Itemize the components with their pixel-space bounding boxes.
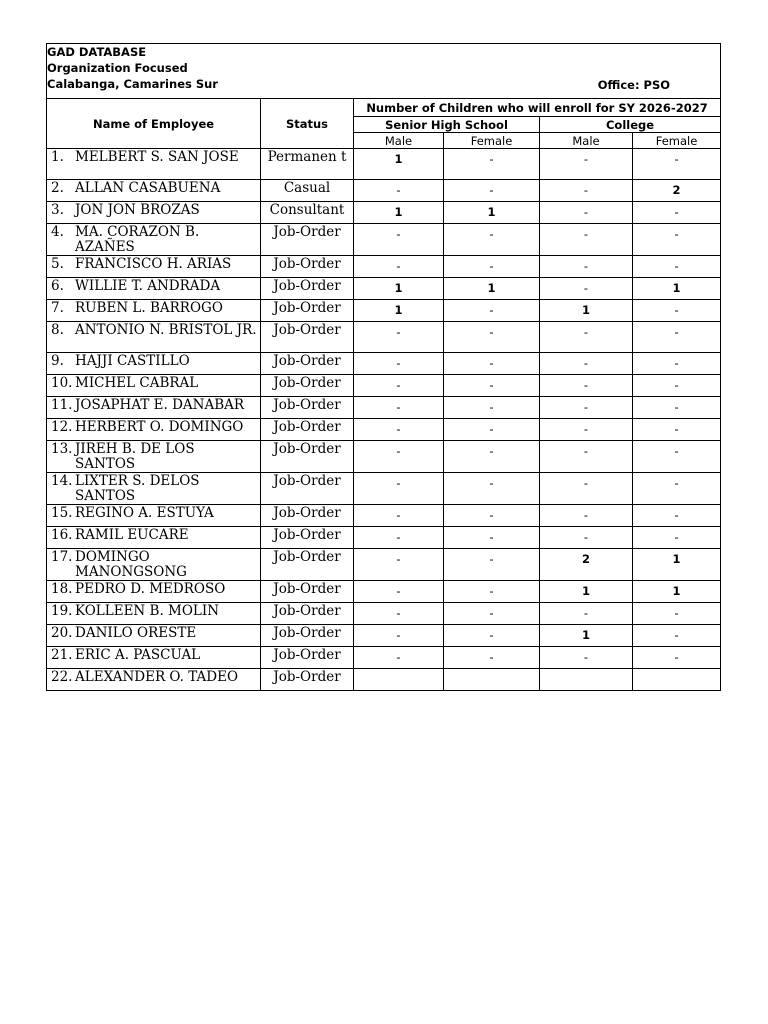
employee-name: JON JON BROZAS	[75, 202, 200, 218]
college-female-count: -	[633, 473, 721, 505]
employee-status: Job-Order	[261, 647, 354, 669]
employee-status: Job-Order	[261, 353, 354, 375]
col-header-college-male: Male	[540, 133, 633, 149]
row-number: 19.	[51, 603, 73, 619]
table-row	[47, 669, 721, 691]
shs-male-count: -	[354, 647, 444, 669]
employee-name: HAJJI CASTILLO	[75, 353, 190, 369]
employee-name: DOMINGO MANONGSONG	[75, 549, 187, 580]
shs-male-count: -	[354, 419, 444, 441]
employee-name-cell	[47, 353, 261, 375]
college-male-count: -	[540, 149, 633, 180]
shs-female-count: -	[444, 603, 540, 625]
employee-name: JOSAPHAT E. DANABAR	[75, 397, 245, 413]
col-header-children: Number of Children who will enroll for SY 2026-2027	[354, 99, 721, 117]
employee-name-cell	[47, 256, 261, 278]
table-row	[47, 397, 721, 419]
shs-male-count: -	[354, 322, 444, 353]
employee-status: Job-Order	[261, 527, 354, 549]
table-row	[47, 375, 721, 397]
college-female-count: -	[633, 603, 721, 625]
row-number: 7.	[51, 300, 64, 316]
shs-female-count: -	[444, 441, 540, 473]
college-female-count: -	[633, 505, 721, 527]
college-male-count: -	[540, 647, 633, 669]
college-male-count: -	[540, 473, 633, 505]
college-male-count	[540, 669, 633, 691]
employee-status: Job-Order	[261, 300, 354, 322]
employee-name: MA. CORAZON B. AZAÑES	[75, 224, 200, 255]
col-header-college-female: Female	[633, 133, 721, 149]
college-male-count: -	[540, 202, 633, 224]
employee-name-cell	[47, 603, 261, 625]
table-row	[47, 603, 721, 625]
shs-female-count: -	[444, 375, 540, 397]
employee-name: WILLIE T. ANDRADA	[75, 278, 221, 294]
row-number: 11.	[51, 397, 73, 413]
col-header-status: Status	[261, 99, 354, 149]
shs-male-count: -	[354, 441, 444, 473]
shs-male-count: 1	[354, 300, 444, 322]
shs-female-count: -	[444, 505, 540, 527]
college-male-count: -	[540, 256, 633, 278]
college-female-count: -	[633, 441, 721, 473]
table-row	[47, 224, 721, 256]
row-number: 5.	[51, 256, 64, 272]
row-number: 13.	[51, 441, 73, 457]
college-male-count: -	[540, 322, 633, 353]
employee-name: FRANCISCO H. ARIAS	[75, 256, 232, 272]
college-male-count: -	[540, 224, 633, 256]
document-header	[47, 44, 721, 99]
employee-name: DANILO ORESTE	[75, 625, 197, 641]
table-row	[47, 647, 721, 669]
col-header-shs-female: Female	[444, 133, 540, 149]
employee-name-cell	[47, 527, 261, 549]
college-female-count: -	[633, 300, 721, 322]
table-row	[47, 581, 721, 603]
college-female-count: -	[633, 353, 721, 375]
employee-status: Job-Order	[261, 224, 354, 256]
table-row	[47, 505, 721, 527]
shs-female-count: 1	[444, 278, 540, 300]
employee-name-cell	[47, 278, 261, 300]
shs-male-count: -	[354, 581, 444, 603]
row-number: 1.	[51, 149, 64, 165]
row-number: 18.	[51, 581, 73, 597]
college-female-count: -	[633, 149, 721, 180]
employee-name: ERIC A. PASCUAL	[75, 647, 201, 663]
employee-status: Job-Order	[261, 505, 354, 527]
employee-name-cell	[47, 669, 261, 691]
table-row	[47, 256, 721, 278]
table-row	[47, 625, 721, 647]
shs-male-count: -	[354, 473, 444, 505]
college-female-count: -	[633, 419, 721, 441]
table-row	[47, 180, 721, 202]
col-header-shs-male: Male	[354, 133, 444, 149]
employee-status: Job-Order	[261, 581, 354, 603]
shs-female-count: -	[444, 180, 540, 202]
row-number: 4.	[51, 224, 64, 240]
row-number: 3.	[51, 202, 64, 218]
row-number: 12.	[51, 419, 73, 435]
employee-status: Job-Order	[261, 669, 354, 691]
row-number: 2.	[51, 180, 64, 196]
row-number: 9.	[51, 353, 64, 369]
college-female-count: -	[633, 256, 721, 278]
college-male-count: -	[540, 505, 633, 527]
shs-female-count: -	[444, 625, 540, 647]
shs-female-count: -	[444, 300, 540, 322]
college-male-count: -	[540, 603, 633, 625]
employee-name-cell	[47, 441, 261, 473]
shs-female-count: -	[444, 647, 540, 669]
col-header-name: Name of Employee	[47, 99, 261, 149]
table-row	[47, 549, 721, 581]
row-number: 15.	[51, 505, 73, 521]
row-number: 14.	[51, 473, 73, 489]
employee-name-cell	[47, 581, 261, 603]
table-row	[47, 322, 721, 353]
college-male-count: -	[540, 527, 633, 549]
shs-female-count: -	[444, 527, 540, 549]
employee-name-cell	[47, 419, 261, 441]
employee-name-cell	[47, 202, 261, 224]
employee-name-cell	[47, 224, 261, 256]
table-row	[47, 441, 721, 473]
employee-name: HERBERT O. DOMINGO	[75, 419, 244, 435]
shs-male-count: -	[354, 256, 444, 278]
college-female-count: -	[633, 625, 721, 647]
shs-male-count: 1	[354, 202, 444, 224]
row-number: 22.	[51, 669, 73, 685]
college-female-count: 1	[633, 581, 721, 603]
header-subtitle: Organization Focused	[47, 61, 188, 75]
row-number: 21.	[51, 647, 73, 663]
employee-status: Job-Order	[261, 397, 354, 419]
college-male-count: 1	[540, 581, 633, 603]
table-row	[47, 353, 721, 375]
employee-name: ALEXANDER O. TADEO	[75, 669, 239, 685]
shs-male-count: -	[354, 527, 444, 549]
shs-male-count: -	[354, 505, 444, 527]
row-number: 20.	[51, 625, 73, 641]
table-row	[47, 300, 721, 322]
shs-male-count: -	[354, 375, 444, 397]
employee-name: LIXTER S. DELOS SANTOS	[75, 473, 200, 504]
shs-female-count: -	[444, 256, 540, 278]
row-number: 17.	[51, 549, 73, 565]
college-female-count: -	[633, 647, 721, 669]
col-header-shs: Senior High School	[354, 117, 540, 133]
table-row	[47, 149, 721, 180]
employee-status: Job-Order	[261, 441, 354, 473]
shs-male-count: -	[354, 549, 444, 581]
shs-female-count: 1	[444, 202, 540, 224]
college-female-count: -	[633, 375, 721, 397]
college-male-count: -	[540, 278, 633, 300]
employee-rows	[47, 149, 721, 691]
employee-status: Job-Order	[261, 473, 354, 505]
shs-female-count: -	[444, 473, 540, 505]
gad-database-table	[46, 43, 721, 691]
college-male-count: -	[540, 353, 633, 375]
employee-status: Job-Order	[261, 278, 354, 300]
employee-name: ANTONIO N. BRISTOL JR.	[75, 322, 257, 338]
employee-name: JIREH B. DE LOS SANTOS	[75, 441, 195, 472]
table-row	[47, 527, 721, 549]
college-female-count: -	[633, 322, 721, 353]
employee-name: MICHEL CABRAL	[75, 375, 199, 391]
employee-name-cell	[47, 549, 261, 581]
header-location: Calabanga, Camarines Sur	[47, 77, 218, 91]
shs-female-count: -	[444, 322, 540, 353]
shs-female-count: -	[444, 397, 540, 419]
college-male-count: -	[540, 419, 633, 441]
employee-name-cell	[47, 149, 261, 180]
college-female-count: -	[633, 202, 721, 224]
shs-male-count: -	[354, 180, 444, 202]
employee-name-cell	[47, 473, 261, 505]
employee-name-cell	[47, 322, 261, 353]
employee-status: Job-Order	[261, 603, 354, 625]
employee-status: Casual	[261, 180, 354, 202]
employee-status: Consultant	[261, 202, 354, 224]
employee-name-cell	[47, 180, 261, 202]
table-row	[47, 473, 721, 505]
employee-name: MELBERT S. SAN JOSE	[75, 149, 239, 165]
shs-male-count: -	[354, 603, 444, 625]
employee-name-cell	[47, 625, 261, 647]
college-female-count: 1	[633, 278, 721, 300]
shs-male-count	[354, 669, 444, 691]
employee-name-cell	[47, 397, 261, 419]
employee-name-cell	[47, 647, 261, 669]
college-female-count: -	[633, 224, 721, 256]
shs-male-count: -	[354, 625, 444, 647]
employee-status: Permanen t	[261, 149, 354, 180]
row-number: 10.	[51, 375, 73, 391]
row-number: 6.	[51, 278, 64, 294]
shs-female-count: -	[444, 549, 540, 581]
employee-name: REGINO A. ESTUYA	[75, 505, 214, 521]
employee-status: Job-Order	[261, 625, 354, 647]
employee-name-cell	[47, 300, 261, 322]
shs-female-count: -	[444, 581, 540, 603]
table-row	[47, 202, 721, 224]
college-female-count: -	[633, 527, 721, 549]
row-number: 8.	[51, 322, 64, 338]
college-male-count: -	[540, 441, 633, 473]
header-office: Office: PSO	[597, 78, 671, 92]
college-male-count: -	[540, 397, 633, 419]
header-title: GAD DATABASE	[47, 45, 147, 59]
shs-female-count: -	[444, 353, 540, 375]
shs-female-count: -	[444, 224, 540, 256]
college-female-count	[633, 669, 721, 691]
employee-name: RUBEN L. BARROGO	[75, 300, 223, 316]
college-male-count: -	[540, 375, 633, 397]
shs-male-count: 1	[354, 278, 444, 300]
college-female-count: 2	[633, 180, 721, 202]
employee-name: RAMIL EUCARE	[75, 527, 189, 543]
employee-name: ALLAN CASABUENA	[75, 180, 221, 196]
shs-male-count: -	[354, 224, 444, 256]
employee-status: Job-Order	[261, 375, 354, 397]
college-female-count: 1	[633, 549, 721, 581]
college-male-count: 1	[540, 300, 633, 322]
shs-female-count	[444, 669, 540, 691]
table-row	[47, 419, 721, 441]
employee-name-cell	[47, 505, 261, 527]
college-male-count: 2	[540, 549, 633, 581]
shs-female-count: -	[444, 419, 540, 441]
employee-status: Job-Order	[261, 322, 354, 353]
shs-male-count: 1	[354, 149, 444, 180]
col-header-college: College	[540, 117, 721, 133]
shs-male-count: -	[354, 397, 444, 419]
employee-name: PEDRO D. MEDROSO	[75, 581, 226, 597]
employee-status: Job-Order	[261, 549, 354, 581]
college-male-count: -	[540, 180, 633, 202]
row-number: 16.	[51, 527, 73, 543]
employee-status: Job-Order	[261, 419, 354, 441]
employee-name-cell	[47, 375, 261, 397]
employee-status: Job-Order	[261, 256, 354, 278]
college-female-count: -	[633, 397, 721, 419]
employee-name: KOLLEEN B. MOLIN	[75, 603, 220, 619]
table-row	[47, 278, 721, 300]
shs-female-count: -	[444, 149, 540, 180]
college-male-count: 1	[540, 625, 633, 647]
shs-male-count: -	[354, 353, 444, 375]
